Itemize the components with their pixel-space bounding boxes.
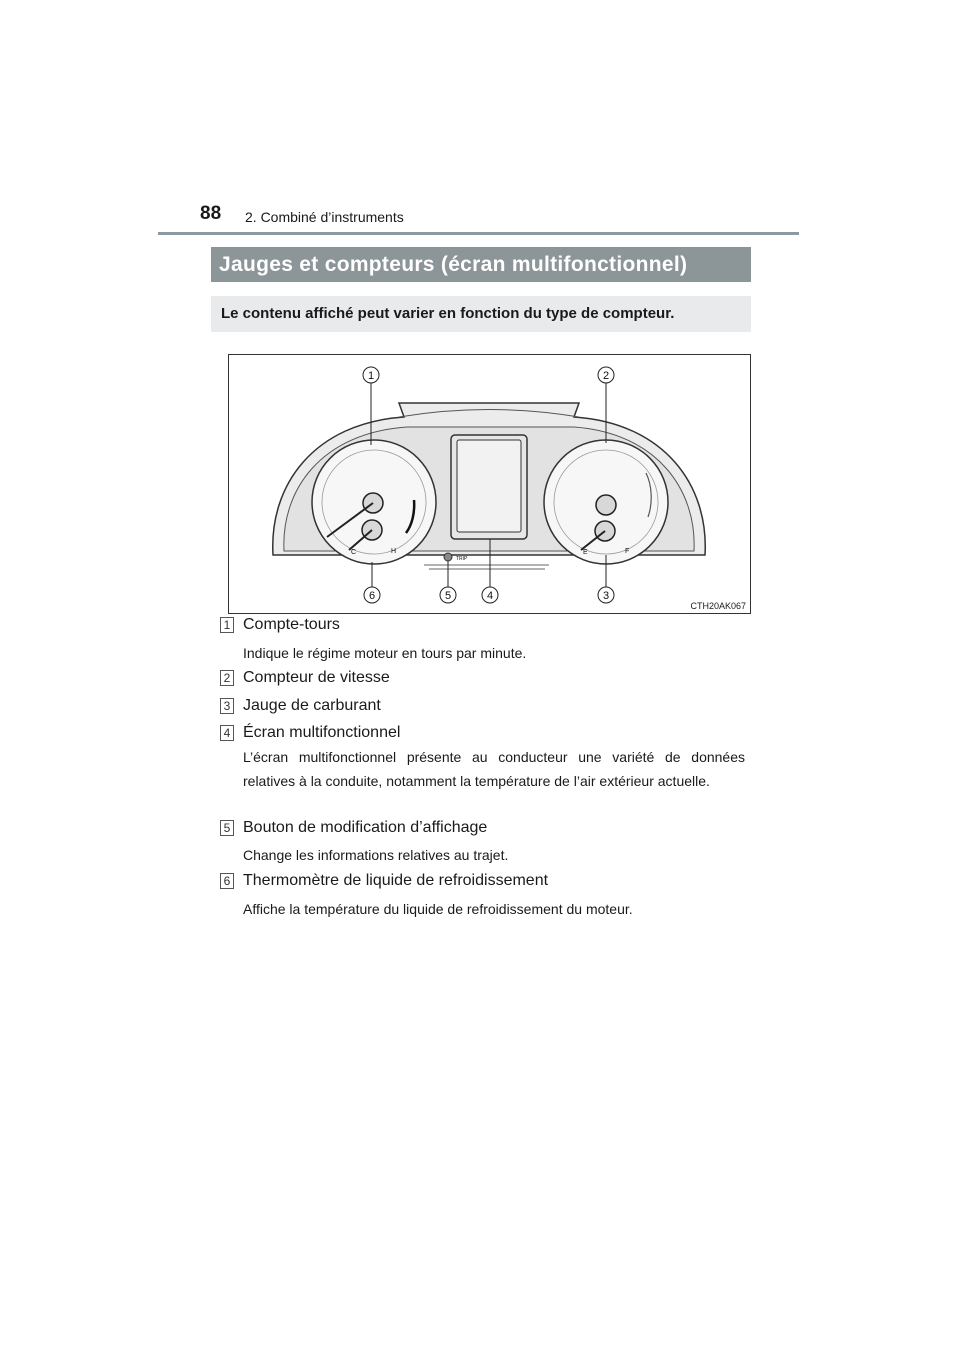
temp-hot-label: H	[391, 548, 397, 555]
callout-4	[482, 587, 498, 603]
speedometer-hub	[596, 495, 616, 515]
item-description: Indique le régime moteur en tours par minute.	[243, 645, 527, 661]
item-title: Bouton de modification d’affichage	[243, 819, 488, 836]
section-title: Jauges et compteurs (écran multifonctionnel)	[211, 247, 751, 282]
item-number: 6	[220, 873, 234, 889]
item-title: Thermomètre de liquide de refroidissement	[243, 872, 549, 889]
instrument-cluster-illustration	[229, 355, 750, 613]
header-rule	[158, 232, 799, 235]
item-number: 2	[220, 670, 234, 686]
callout-6	[364, 587, 380, 603]
instrument-cluster-figure	[228, 354, 751, 614]
running-head: 2. Combiné d’instruments	[245, 209, 404, 225]
item-description: L’écran multifonctionnel présente au conducteur une variété de données relatives à la conduite, notamment la température de l’air extérieur actuelle.	[243, 749, 745, 789]
item-title: Écran multifonctionnel	[243, 724, 401, 741]
svg-text:5: 5	[444, 590, 452, 602]
item-title: Compte-tours	[243, 616, 340, 633]
callout-1	[363, 367, 379, 383]
callout-5	[440, 587, 456, 603]
fuel-empty-label: E	[583, 549, 588, 556]
item-number: 4	[220, 725, 234, 741]
item-number: 1	[220, 617, 234, 633]
intro-note: Le contenu affiché peut varier en fonction du type de compteur.	[211, 296, 751, 332]
svg-text:4: 4	[486, 590, 494, 602]
page-number: 88	[200, 203, 222, 224]
fuel-full-label: F	[625, 548, 630, 555]
trip-button-label: TRIP	[456, 556, 468, 562]
temp-cold-label: C	[351, 549, 357, 556]
item-description: Change les informations relatives au trajet.	[243, 847, 509, 863]
figure-code: CTH20AK067	[690, 601, 746, 611]
svg-text:1: 1	[367, 370, 375, 382]
svg-text:3: 3	[602, 590, 610, 602]
item-title: Compteur de vitesse	[243, 669, 390, 686]
callout-3	[598, 587, 614, 603]
callout-2	[598, 367, 614, 383]
item-number: 5	[220, 820, 234, 836]
svg-text:6: 6	[368, 590, 376, 602]
svg-text:2: 2	[602, 370, 610, 382]
item-number: 3	[220, 698, 234, 714]
item-title: Jauge de carburant	[243, 697, 381, 714]
trip-button	[444, 553, 452, 561]
multi-information-display	[457, 440, 521, 532]
item-description: Affiche la température du liquide de refroidissement du moteur.	[243, 901, 633, 917]
